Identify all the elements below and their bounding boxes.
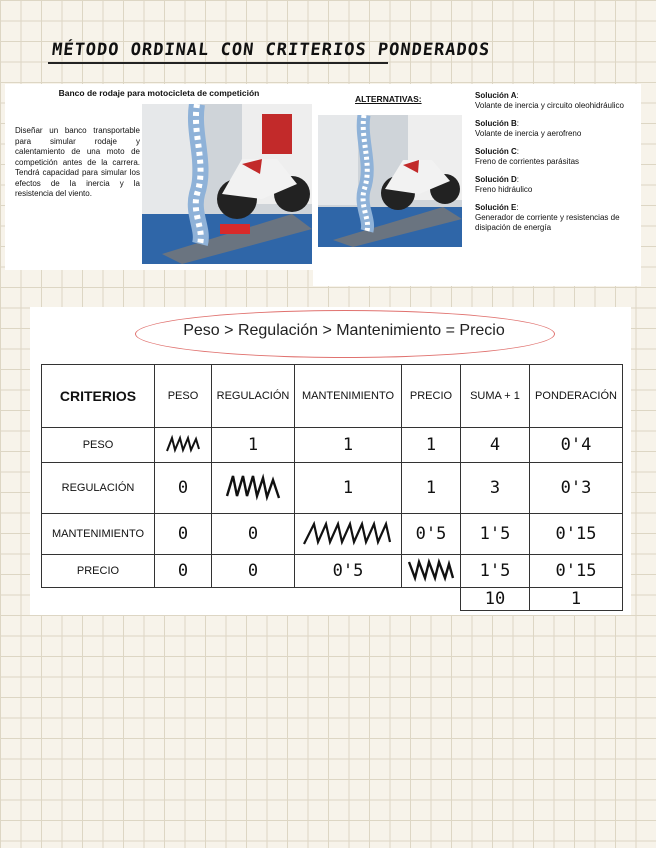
scribble-cell — [402, 555, 461, 588]
suma-cell: 4 — [461, 428, 530, 463]
value-cell: 0'5 — [402, 514, 461, 555]
problem-title: Banco de rodaje para motocicleta de competición — [58, 88, 260, 98]
value-cell: 1 — [295, 463, 402, 514]
value-cell: 0 — [155, 555, 212, 588]
suma-cell: 3 — [461, 463, 530, 514]
criteria-matrix — [41, 364, 623, 611]
ponderacion-cell: 0'15 — [530, 514, 623, 555]
value-cell: 1 — [295, 428, 402, 463]
title-underline — [48, 62, 388, 64]
solution-c: Solución C: Freno de corrientes parásitas — [475, 147, 580, 166]
totals-row — [42, 588, 623, 611]
header-mantenimiento: MANTENIMIENTO — [295, 365, 402, 428]
value-cell: 1 — [402, 428, 461, 463]
header-criterios: CRITERIOS — [42, 365, 155, 428]
suma-total: 10 — [461, 588, 530, 611]
value-cell: 0 — [212, 514, 295, 555]
table-header-row — [42, 365, 623, 428]
page-title: MÉTODO ORDINAL CON CRITERIOS PONDERADOS — [50, 40, 492, 60]
table-row — [42, 555, 623, 588]
criteria-table-card — [30, 307, 631, 615]
value-cell: 0 — [155, 463, 212, 514]
suma-cell: 1'5 — [461, 555, 530, 588]
row-label: REGULACIÓN — [42, 463, 155, 514]
priority-statement: Peso > Regulación > Mantenimiento = Precio — [183, 322, 505, 339]
solution-a: Solución A: Volante de inercia y circuito oleohidráulico — [475, 91, 624, 110]
alternatives-card — [313, 84, 641, 286]
header-suma: SUMA + 1 — [461, 365, 530, 428]
suma-cell: 1'5 — [461, 514, 530, 555]
row-label: PESO — [42, 428, 155, 463]
problem-card — [5, 84, 313, 270]
value-cell: 0 — [155, 514, 212, 555]
value-cell: 0'5 — [295, 555, 402, 588]
solution-e: Solución E: Generador de corriente y resistencias de disipación de energía — [475, 203, 620, 232]
ponderacion-cell: 0'15 — [530, 555, 623, 588]
row-label: MANTENIMIENTO — [42, 514, 155, 555]
scribble-cell — [295, 514, 402, 555]
header-regulacion: REGULACIÓN — [212, 365, 295, 428]
scribble-cell — [155, 428, 212, 463]
motorcycle-test-bench-photo-2 — [318, 115, 462, 247]
table-row — [42, 463, 623, 514]
motorcycle-test-bench-photo — [142, 104, 312, 264]
ponderacion-cell: 0'4 — [530, 428, 623, 463]
header-precio: PRECIO — [402, 365, 461, 428]
value-cell: 1 — [402, 463, 461, 514]
solutions-list — [475, 91, 641, 241]
alternatives-heading: ALTERNATIVAS: — [355, 94, 422, 104]
ponderacion-total: 1 — [530, 588, 623, 611]
scribble-cell — [212, 463, 295, 514]
value-cell: 1 — [212, 428, 295, 463]
table-row — [42, 514, 623, 555]
row-label: PRECIO — [42, 555, 155, 588]
solution-d: Solución D: Freno hidráulico — [475, 175, 533, 194]
header-peso: PESO — [155, 365, 212, 428]
table-row — [42, 428, 623, 463]
value-cell: 0 — [212, 555, 295, 588]
solution-b: Solución B: Volante de inercia y aerofreno — [475, 119, 582, 138]
problem-description: Diseñar un banco transportable para simular rodaje y calentamiento de una moto de competición antes de la carrera. Tendrá capacidad para simular los efectos de la inercia y la resistencia del viento. — [15, 126, 140, 198]
header-ponderacion: PONDERACIÓN — [530, 365, 623, 428]
ponderacion-cell: 0'3 — [530, 463, 623, 514]
